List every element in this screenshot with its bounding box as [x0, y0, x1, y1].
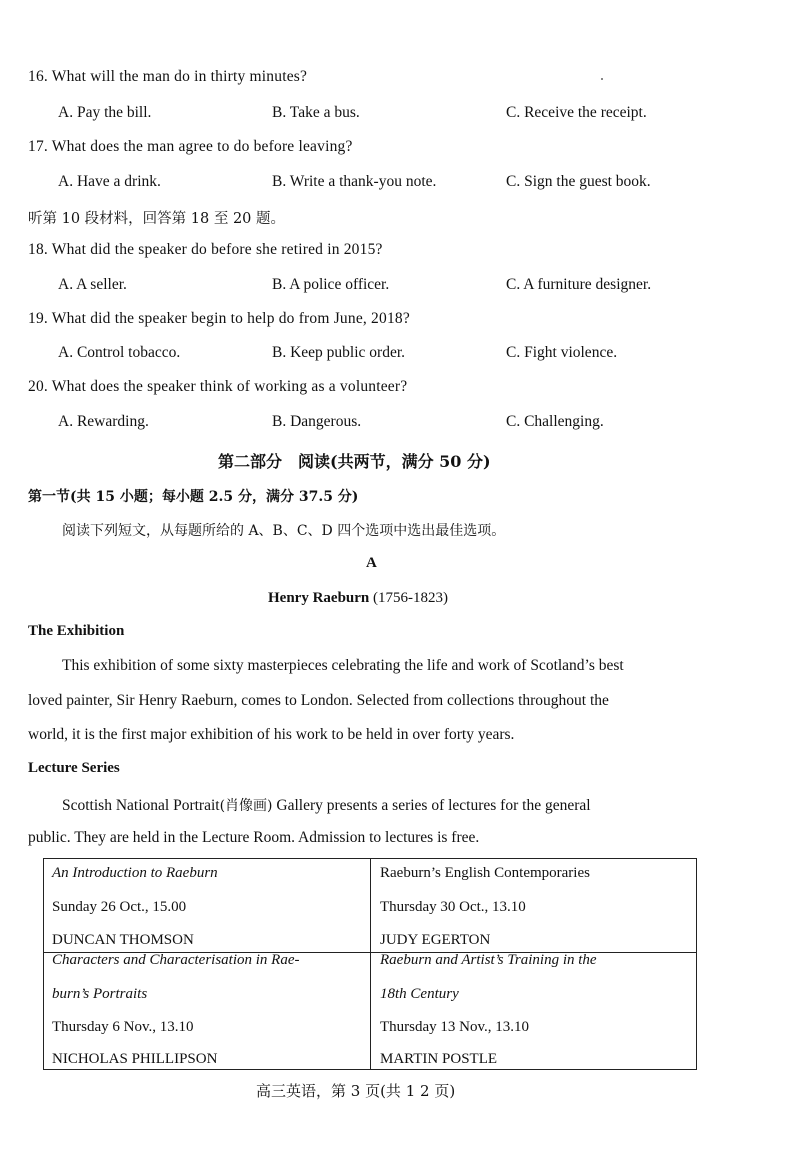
question-17-option-c: C. Sign the guest book. — [506, 173, 651, 190]
section-title: 第一节(共 15 小题；每小题 2.5 分，满分 37.5 分) — [28, 489, 359, 505]
lecture-line1-after: Gallery presents a series of lectures for the general — [276, 797, 591, 814]
table-column-divider — [370, 859, 371, 1069]
lecture-3-speaker: NICHOLAS PHILLIPSON — [52, 1051, 218, 1067]
question-17-option-b: B. Write a thank-you note. — [272, 173, 437, 190]
lecture-4-date: Thursday 13 Nov., 13.10 — [380, 1019, 530, 1035]
question-20-option-a: A. Rewarding. — [58, 413, 149, 430]
lecture-1-speaker: DUNCAN THOMSON — [52, 932, 194, 948]
reading-instruction: 阅读下列短文，从每题所给的 A、B、C、D 四个选项中选出最佳选项。 — [62, 523, 506, 539]
question-18-option-b: B. A police officer. — [272, 276, 390, 293]
lecture-line1-before: Scottish National Portrait — [62, 797, 220, 814]
lecture-table — [43, 858, 697, 1070]
lecture-4-speaker: MARTIN POSTLE — [380, 1051, 498, 1067]
question-16-option-c: C. Receive the receipt. — [506, 104, 647, 121]
question-17-option-a: A. Have a drink. — [58, 173, 161, 190]
lecture-3-title-line-2: burn’s Portraits — [52, 986, 148, 1002]
question-20-stem: 20. What does the speaker think of working as a volunteer? — [28, 378, 408, 395]
passage-title-name: Henry Raeburn — [268, 590, 370, 606]
part-title: 第二部分 阅读(共两节，满分 50 分) — [218, 452, 491, 471]
lecture-1-title: An Introduction to Raeburn — [52, 865, 218, 881]
lecture-2-speaker: JUDY EGERTON — [380, 932, 491, 948]
lecture-4-title-line-1: Raeburn and Artist’s Training in the — [380, 952, 597, 968]
question-16-stem: 16. What will the man do in thirty minutes? — [28, 68, 308, 85]
lecture-2-date: Thursday 30 Oct., 13.10 — [380, 899, 526, 915]
question-18-option-a: A. A seller. — [58, 276, 127, 293]
lecture-4-title-line-2: 18th Century — [380, 986, 459, 1002]
exhibition-line-1: This exhibition of some sixty masterpieces celebrating the life and work of Scotland’s best — [62, 657, 624, 674]
exhibition-heading: The Exhibition — [28, 623, 125, 639]
lecture-paragraph-line-2: public. They are held in the Lecture Room. Admission to lectures is free. — [28, 829, 480, 846]
section-instruction: 听第 10 段材料，回答第 18 至 20 题。 — [28, 211, 286, 227]
page-footer: 高三英语，第 3 页(共 1 2 页) — [256, 1082, 456, 1100]
lecture-heading: Lecture Series — [28, 760, 120, 776]
passage-letter: A — [366, 555, 377, 571]
question-18-option-c: C. A furniture designer. — [506, 276, 652, 293]
lecture-line1-zh: (肖像画) — [219, 798, 273, 814]
lecture-2-title: Raeburn’s English Contemporaries — [380, 865, 590, 881]
question-19-option-c: C. Fight violence. — [506, 344, 618, 361]
lecture-3-date: Thursday 6 Nov., 13.10 — [52, 1019, 194, 1035]
passage-title-years: (1756-1823) — [373, 590, 448, 606]
question-19-stem: 19. What did the speaker begin to help do from June, 2018? — [28, 310, 410, 327]
question-16-option-a: A. Pay the bill. — [58, 104, 152, 121]
passage-title — [268, 590, 448, 607]
exhibition-line-3: world, it is the first major exhibition of his work to be held in over forty years. — [28, 726, 515, 743]
scan-speck — [601, 78, 603, 80]
lecture-1-date: Sunday 26 Oct., 15.00 — [52, 899, 187, 915]
question-20-option-b: B. Dangerous. — [272, 413, 362, 430]
question-19-option-a: A. Control tobacco. — [58, 344, 181, 361]
question-19-option-b: B. Keep public order. — [272, 344, 406, 361]
question-18-stem: 18. What did the speaker do before she retired in 2015? — [28, 241, 383, 258]
lecture-paragraph-line-1 — [62, 795, 591, 815]
exhibition-line-2: loved painter, Sir Henry Raeburn, comes to London. Selected from collections throughout the — [28, 692, 609, 709]
lecture-3-title-line-1: Characters and Characterisation in Rae- — [52, 952, 300, 968]
question-20-option-c: C. Challenging. — [506, 413, 604, 430]
question-17-stem: 17. What does the man agree to do before leaving? — [28, 138, 353, 155]
question-16-option-b: B. Take a bus. — [272, 104, 360, 121]
